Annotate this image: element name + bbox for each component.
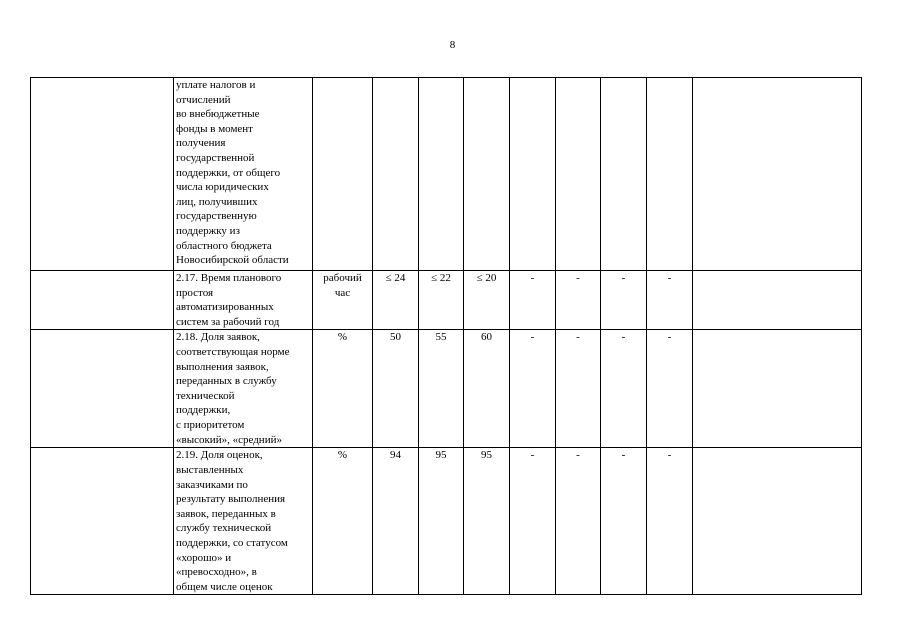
unit-cell: % bbox=[313, 330, 373, 448]
value-cell bbox=[510, 78, 556, 271]
empty-cell bbox=[693, 448, 862, 595]
value-cell: ≤ 24 bbox=[373, 271, 419, 330]
value-cell: - bbox=[510, 271, 556, 330]
value-cell: ≤ 22 bbox=[419, 271, 464, 330]
empty-cell bbox=[31, 78, 174, 271]
value-cell: - bbox=[647, 330, 693, 448]
empty-cell bbox=[31, 330, 174, 448]
indicator-table bbox=[30, 77, 862, 595]
value-cell bbox=[556, 78, 601, 271]
empty-cell bbox=[693, 78, 862, 271]
value-cell bbox=[647, 78, 693, 271]
empty-cell bbox=[31, 448, 174, 595]
indicator-name: 2.17. Время планового простоя автоматизированных систем за рабочий год bbox=[174, 271, 313, 330]
value-cell: 55 bbox=[419, 330, 464, 448]
value-cell: - bbox=[510, 330, 556, 448]
page-number: 8 bbox=[449, 39, 456, 51]
table-row bbox=[31, 330, 862, 448]
value-cell: - bbox=[601, 448, 647, 595]
unit-cell bbox=[313, 78, 373, 271]
value-cell: 94 bbox=[373, 448, 419, 595]
value-cell: - bbox=[510, 448, 556, 595]
table-row bbox=[31, 271, 862, 330]
table-row bbox=[31, 448, 862, 595]
value-cell: 95 bbox=[419, 448, 464, 595]
unit-cell: рабочий час bbox=[313, 271, 373, 330]
empty-cell bbox=[693, 330, 862, 448]
value-cell: - bbox=[556, 448, 601, 595]
value-cell: - bbox=[647, 271, 693, 330]
value-cell: - bbox=[647, 448, 693, 595]
empty-cell bbox=[31, 271, 174, 330]
indicator-name: уплате налогов и отчислений во внебюджетные фонды в момент получения государственной поддержки, от общего числа юридических лиц, получивших государственную поддержку из областного бюджета Новосибирской области bbox=[174, 78, 313, 271]
value-cell: - bbox=[601, 330, 647, 448]
value-cell: 50 bbox=[373, 330, 419, 448]
indicator-name: 2.19. Доля оценок, выставленных заказчиками по результату выполнения заявок, переданных в службу технической поддержки, со статусом «хорошо» и «превосходно», в общем числе оценок bbox=[174, 448, 313, 595]
value-cell: - bbox=[601, 271, 647, 330]
table-row bbox=[31, 78, 862, 271]
empty-cell bbox=[693, 271, 862, 330]
unit-cell: % bbox=[313, 448, 373, 595]
value-cell: ≤ 20 bbox=[464, 271, 510, 330]
value-cell bbox=[464, 78, 510, 271]
value-cell bbox=[373, 78, 419, 271]
value-cell: - bbox=[556, 271, 601, 330]
value-cell: - bbox=[556, 330, 601, 448]
indicator-name: 2.18. Доля заявок, соответствующая норме выполнения заявок, переданных в службу технической поддержки, с приоритетом «высокий», «средний» bbox=[174, 330, 313, 448]
value-cell bbox=[419, 78, 464, 271]
value-cell bbox=[601, 78, 647, 271]
value-cell: 95 bbox=[464, 448, 510, 595]
value-cell: 60 bbox=[464, 330, 510, 448]
